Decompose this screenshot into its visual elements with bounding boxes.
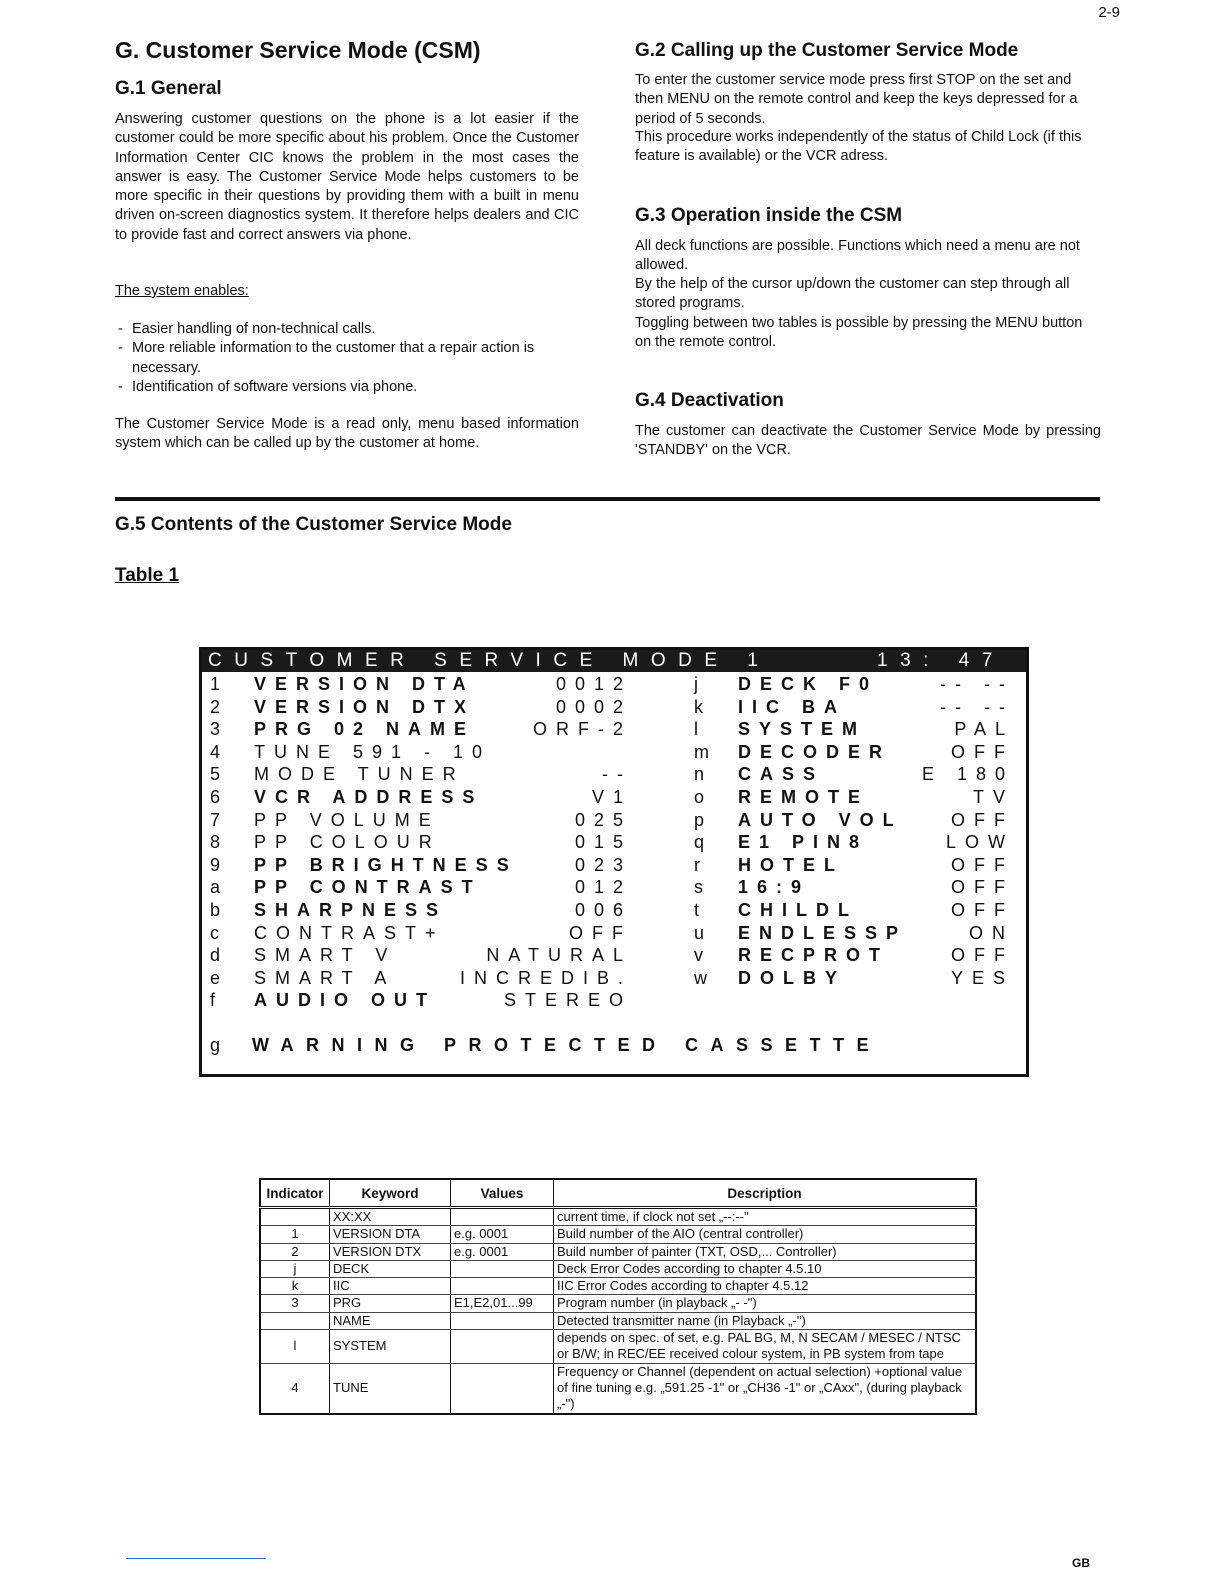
csm-header-bar: [202, 650, 1026, 672]
csm-row-keyword: TUNE 591 - 10: [254, 741, 492, 762]
csm-row-right-index: r: [694, 854, 700, 875]
csm-row-index: e: [210, 967, 221, 988]
csm-row: [202, 989, 1026, 1011]
csm-row-right-keyword: CHILDL: [738, 900, 858, 920]
csm-row-value: 023: [574, 854, 632, 875]
table-header-row: [260, 1179, 976, 1208]
csm-row: [202, 673, 1026, 695]
csm-row-right-keyword: CASS: [738, 764, 825, 785]
csm-row-keyword: AUDIO OUT: [254, 990, 436, 1011]
csm-screen: [199, 647, 1029, 1077]
csm-row-right-value: OFF: [951, 809, 1014, 830]
section-title: G. Customer Service Mode (CSM): [115, 37, 481, 63]
warning-text: WARNING PROTECTED CASSETTE: [252, 1035, 882, 1055]
g3-paragraph-3: Toggling between two tables is possible by pressing the MENU button on the remote control.: [635, 315, 1083, 351]
cell-keyword: VERSION DTA: [330, 1226, 451, 1243]
g2-heading: G.2 Calling up the Customer Service Mode: [635, 40, 1019, 61]
csm-row-keyword: PP VOLUME: [254, 809, 440, 830]
g1-heading: G.1 General: [115, 78, 222, 99]
col-indicator: Indicator: [260, 1179, 330, 1208]
csm-row-value: 0002: [555, 696, 632, 717]
cell-indicator: j: [260, 1260, 330, 1277]
csm-row-right-value: OFF: [951, 877, 1014, 898]
g5-heading: G.5 Contents of the Customer Service Mode: [115, 514, 512, 535]
csm-row-keyword: PP COLOUR: [254, 832, 441, 853]
cell-indicator: k: [260, 1278, 330, 1295]
closing-paragraph: The Customer Service Mode is a read only, menu based information system which can be called up by the customer at home.: [115, 416, 579, 452]
cell-values: [451, 1330, 554, 1364]
cell-keyword: NAME: [330, 1312, 451, 1329]
csm-row-keyword: SMART V: [254, 945, 397, 966]
csm-row-right-keyword: HOTEL: [738, 854, 844, 875]
enables-list: [115, 320, 579, 397]
csm-row-keyword: PP CONTRAST: [254, 877, 482, 898]
col-description: Description: [554, 1179, 977, 1208]
csm-row-right-value: LOW: [945, 832, 1014, 853]
cell-keyword: TUNE: [330, 1363, 451, 1413]
csm-row: [202, 809, 1026, 831]
list-item: - Easier handling of non-technical calls.: [115, 320, 579, 339]
csm-row: [202, 922, 1026, 944]
csm-row: [202, 741, 1026, 763]
csm-row-right-value: OFF: [951, 854, 1014, 875]
csm-row-right-keyword: DECODER: [738, 741, 892, 762]
csm-row-index: 4: [210, 741, 221, 762]
footer-line: [126, 1558, 266, 1559]
csm-row-value: V1: [591, 787, 632, 807]
csm-row-index: 3: [210, 719, 221, 740]
cell-values: [451, 1363, 554, 1413]
csm-row-right-index: m: [694, 741, 709, 762]
csm-row-right-value: PAL: [954, 719, 1014, 740]
cell-description: Detected transmitter name (in Playback „-"): [554, 1312, 977, 1329]
table-row: [260, 1226, 976, 1243]
table-row: [260, 1312, 976, 1329]
csm-row-value: 015: [574, 832, 632, 853]
csm-row-value: 006: [574, 900, 632, 920]
csm-row: [202, 718, 1026, 740]
csm-row-right-keyword: SYSTEM: [738, 719, 867, 740]
g4-heading: G.4 Deactivation: [635, 390, 784, 411]
csm-row-value: NATURAL: [486, 945, 632, 966]
csm-row-value: 0012: [555, 674, 632, 694]
cell-keyword: IIC: [330, 1278, 451, 1295]
warning-index: g: [210, 1035, 221, 1055]
csm-row-right-index: t: [694, 900, 700, 920]
cell-values: e.g. 0001: [451, 1226, 554, 1243]
csm-row-keyword: PRG 02 NAME: [254, 719, 476, 740]
csm-row-right-index: q: [694, 832, 705, 853]
cell-description: Build number of the AIO (central controller): [554, 1226, 977, 1243]
cell-indicator: 1: [260, 1226, 330, 1243]
csm-row-right-keyword: 16:9: [738, 877, 811, 898]
csm-row-keyword: MODE TUNER: [254, 764, 465, 785]
csm-header-time: 13: 47: [877, 650, 1005, 671]
csm-row-right-index: j: [694, 674, 698, 694]
csm-row-keyword: VCR ADDRESS: [254, 787, 484, 807]
csm-row-index: 9: [210, 854, 221, 875]
g2-paragraph-2: This procedure works independently of the status of Child Lock (if this feature is available) or the VCR adress.: [635, 129, 1082, 165]
csm-row-right-value: TV: [972, 787, 1014, 807]
cell-description: IIC Error Codes according to chapter 4.5.12: [554, 1278, 977, 1295]
csm-row-right-value: OFF: [951, 900, 1014, 920]
csm-row-right-keyword: DECK F0: [738, 674, 879, 694]
csm-row-index: d: [210, 945, 221, 966]
warning-row: [202, 1034, 1026, 1056]
csm-row: [202, 876, 1026, 898]
cell-values: [451, 1312, 554, 1329]
col-keyword: Keyword: [330, 1179, 451, 1208]
cell-values: E1,E2,01...99: [451, 1295, 554, 1312]
csm-row-index: f: [210, 990, 216, 1011]
csm-row-value: --: [602, 764, 632, 785]
table-row: [260, 1243, 976, 1260]
section-divider: [115, 497, 1100, 501]
csm-row-value: 012: [574, 877, 632, 898]
csm-row-right-index: o: [694, 787, 705, 807]
csm-row-keyword: SMART A: [254, 967, 396, 988]
csm-row-right-value: E 180: [921, 764, 1014, 785]
cell-values: [451, 1260, 554, 1277]
csm-row-right-keyword: RECPROT: [738, 945, 890, 966]
cell-indicator: 4: [260, 1363, 330, 1413]
cell-keyword: PRG: [330, 1295, 451, 1312]
cell-description: Program number (in playback „- -"): [554, 1295, 977, 1312]
cell-description: depends on spec. of set, e.g. PAL BG, M, N SECAM / MESEC / NTSC or B/W; in REC/EE received colour system, in PB system from tape: [554, 1330, 977, 1364]
table1-label: Table 1: [115, 565, 180, 586]
csm-row-right-index: w: [694, 967, 707, 988]
description-table: [259, 1178, 977, 1415]
csm-row: [202, 786, 1026, 808]
cell-keyword: XX:XX: [330, 1208, 451, 1226]
csm-row: [202, 831, 1026, 853]
csm-row-keyword: CONTRAST+: [254, 922, 445, 943]
csm-row-right-value: YES: [950, 967, 1014, 988]
csm-row: [202, 763, 1026, 785]
list-item: - Identification of software versions via phone.: [115, 378, 579, 397]
g4-paragraph: The customer can deactivate the Customer Service Mode by pressing 'STANDBY' on the VCR.: [635, 423, 1101, 459]
csm-row-right-keyword: E1 PIN8: [738, 832, 869, 853]
csm-row-right-keyword: IIC BA: [738, 696, 846, 717]
g2-paragraph-1: To enter the customer service mode press first STOP on the set and then MENU on the remote control and keep the keys depressed for a period of 5 seconds.: [635, 72, 1078, 127]
csm-row-index: 1: [210, 674, 221, 694]
csm-row-right-value: OFF: [951, 945, 1014, 966]
csm-row: [202, 899, 1026, 921]
csm-row-keyword: VERSION DTX: [254, 696, 476, 717]
csm-row-right-value: -- --: [940, 674, 1014, 694]
cell-keyword: VERSION DTX: [330, 1243, 451, 1260]
cell-description: Build number of painter (TXT, OSD,... Controller): [554, 1243, 977, 1260]
cell-description: Frequency or Channel (dependent on actual selection) +optional value of fine tuning e.g. „591.25 -1" or „CH36 -1" or „CAxx", (during playback „-"): [554, 1363, 977, 1413]
cell-keyword: SYSTEM: [330, 1330, 451, 1364]
csm-row-index: 8: [210, 832, 221, 853]
csm-row-right-index: k: [694, 696, 703, 717]
csm-row-right-index: l: [694, 719, 698, 740]
csm-row-index: 6: [210, 787, 221, 807]
cell-indicator: 3: [260, 1295, 330, 1312]
table-row: [260, 1330, 976, 1364]
csm-row-index: 7: [210, 809, 221, 830]
csm-row-value: OFF: [569, 922, 632, 943]
cell-values: [451, 1208, 554, 1226]
csm-row-value: INCREDIB.: [459, 967, 632, 988]
csm-row: [202, 696, 1026, 718]
page-number: 2-9: [1098, 4, 1120, 21]
table-row: [260, 1260, 976, 1277]
cell-values: e.g. 0001: [451, 1243, 554, 1260]
csm-row-right-index: u: [694, 922, 705, 943]
csm-row-right-value: -- --: [940, 696, 1014, 717]
csm-row-keyword: VERSION DTA: [254, 674, 475, 694]
cell-indicator: [260, 1208, 330, 1226]
cell-indicator: [260, 1312, 330, 1329]
csm-row-right-keyword: AUTO VOL: [738, 809, 903, 830]
table-row: [260, 1278, 976, 1295]
cell-description: current time, if clock not set „--:--": [554, 1208, 977, 1226]
csm-row-index: a: [210, 877, 221, 898]
csm-row: [202, 967, 1026, 989]
cell-description: Deck Error Codes according to chapter 4.5.10: [554, 1260, 977, 1277]
csm-row-keyword: SHARPNESS: [254, 900, 448, 920]
csm-row-right-index: n: [694, 764, 705, 785]
csm-row-right-keyword: ENDLESSP: [738, 922, 908, 943]
csm-row: [202, 944, 1026, 966]
cell-values: [451, 1278, 554, 1295]
csm-row-right-keyword: REMOTE: [738, 787, 870, 807]
cell-indicator: 2: [260, 1243, 330, 1260]
cell-indicator: l: [260, 1330, 330, 1364]
g1-paragraph: Answering customer questions on the phone is a lot easier if the customer could be more specific about his problem. Once the Customer Information Center CIC knows the problem in the most cases the answer is easy. The Customer Service Mode helps customers to be more specific in their questions by providing them with a built in menu driven on-screen diagnostics system. It therefore helps dealers and CIC to provide fast and correct answers via phone.: [115, 111, 579, 243]
g3-paragraph-2: By the help of the cursor up/down the customer can step through all stored programs.: [635, 276, 1070, 312]
table-row: [260, 1295, 976, 1312]
cell-keyword: DECK: [330, 1260, 451, 1277]
enables-label: The system enables:: [115, 283, 249, 299]
csm-row-right-value: OFF: [951, 741, 1014, 762]
csm-row-value: 025: [574, 809, 632, 830]
col-values: Values: [451, 1179, 554, 1208]
csm-row: [202, 854, 1026, 876]
csm-row-index: c: [210, 922, 219, 943]
csm-row-right-keyword: DOLBY: [738, 967, 846, 988]
footer-gb: GB: [1072, 1556, 1090, 1570]
csm-row-keyword: PP BRIGHTNESS: [254, 854, 518, 875]
csm-row-right-index: p: [694, 809, 705, 830]
csm-row-index: 5: [210, 764, 221, 785]
csm-row-right-index: s: [694, 877, 703, 898]
g3-paragraph-1: All deck functions are possible. Functions which need a menu are not allowed.: [635, 238, 1080, 274]
table-row: [260, 1363, 976, 1413]
csm-row-value: ORF-2: [533, 719, 632, 740]
csm-header-title: CUSTOMER SERVICE MODE 1: [208, 650, 771, 671]
csm-row-right-index: v: [694, 945, 703, 966]
csm-row-value: STEREO: [503, 990, 632, 1011]
csm-row-index: 2: [210, 696, 221, 717]
csm-row-index: b: [210, 900, 221, 920]
csm-row-right-value: ON: [969, 922, 1014, 943]
g3-heading: G.3 Operation inside the CSM: [635, 205, 903, 226]
list-item: - More reliable information to the customer that a repair action is necessary.: [115, 339, 579, 378]
table-row: [260, 1208, 976, 1226]
